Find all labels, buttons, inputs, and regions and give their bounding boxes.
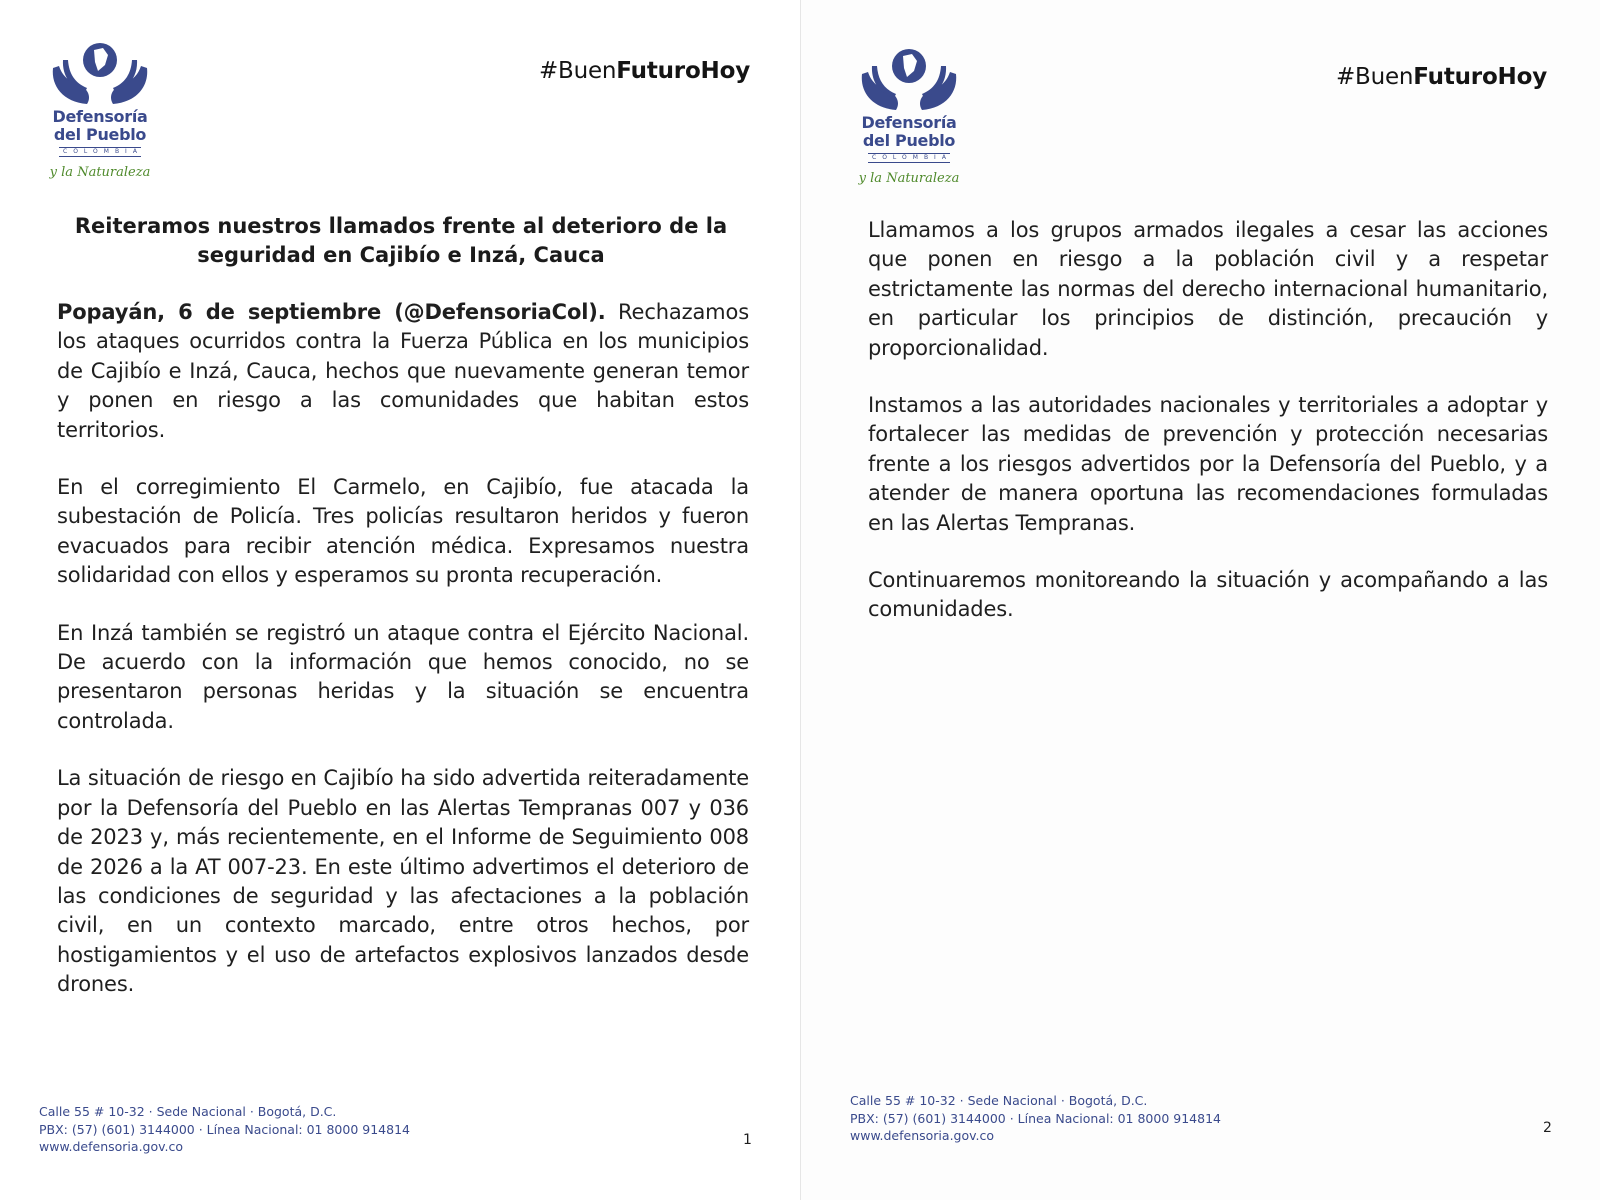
footer-website[interactable]: www.defensoria.gov.co xyxy=(850,1128,995,1143)
title-line-1: Reiteramos nuestros llamados frente al deterioro de la xyxy=(74,214,728,238)
paragraph-2: En el corregimiento El Carmelo, en Cajibío, fue atacada la subestación de Policía. Tres policías resultaron heridos y fueron evacuados para recibir atención médica. Expresamos nuestra solidaridad con ellos y esperamos su pronta recuperación. xyxy=(57,475,749,588)
paragraph-6: Instamos a las autoridades nacionales y territoriales a adoptar y fortalecer las medidas de prevención y protección necesarias frente a los riesgos advertidos por la Defensoría del Pueblo, y a atender de manera oportuna las recomendaciones formuladas en las Alertas Tempranas. xyxy=(868,393,1548,535)
brand-name-line1: Defensoría xyxy=(861,113,957,132)
page2-body xyxy=(868,216,1548,653)
page-number-1: 1 xyxy=(743,1132,752,1148)
hands-globe-icon xyxy=(854,44,964,114)
hashtag-prefix: #Buen xyxy=(1335,64,1414,90)
paragraph-4: La situación de riesgo en Cajibío ha sido advertida reiteradamente por la Defensoría del Pueblo en las Alertas Tempranas 007 y 036 de 2023 y, más recientemente, en el Informe de Seguimiento 008 de 2026 a la AT 007-23. En este último advertimos el deterioro de las condiciones de seguridad y las afectaciones a la población civil, en un contexto marcado, entre otros hechos, por hostigamientos y el uso de artefactos explosivos lanzados desde drones. xyxy=(57,766,749,997)
defensoria-logo xyxy=(854,44,964,186)
page1-footer xyxy=(39,1103,410,1156)
brand-country: COLOMBIA xyxy=(868,153,950,163)
brand-name-line2: del Pueblo xyxy=(862,131,956,150)
footer-website[interactable]: www.defensoria.gov.co xyxy=(39,1139,184,1154)
page-title xyxy=(56,212,746,270)
footer-phone: PBX: (57) (601) 3144000 · Línea Nacional: 01 8000 914814 xyxy=(39,1121,410,1137)
page-number-2: 2 xyxy=(1543,1120,1552,1136)
title-line-2: seguridad en Cajibío e Inzá, Cauca xyxy=(197,243,605,267)
defensoria-logo xyxy=(45,38,155,180)
page2-footer xyxy=(850,1092,1221,1145)
brand-name-line1: Defensoría xyxy=(52,107,148,126)
footer-phone: PBX: (57) (601) 3144000 · Línea Nacional: 01 8000 914814 xyxy=(850,1110,1221,1126)
hashtag-suffix: FuturoHoy xyxy=(616,58,750,84)
paragraph-1 xyxy=(57,298,749,445)
brand-tagline: y la Naturaleza xyxy=(858,171,960,186)
paragraph-5: Llamamos a los grupos armados ilegales a cesar las acciones que ponen en riesgo a la población civil y a respetar estrictamente las normas del derecho internacional humanitario, en particular los principios de distinción, precaución y proporcionalidad. xyxy=(868,218,1548,360)
brand-name-line2: del Pueblo xyxy=(53,125,147,144)
campaign-hashtag xyxy=(539,58,750,84)
dateline: Popayán, 6 de septiembre (@DefensoriaCol). xyxy=(57,300,606,324)
footer-address: Calle 55 # 10-32 · Sede Nacional · Bogotá, D.C. xyxy=(850,1093,1148,1108)
paragraph-3: En Inzá también se registró un ataque contra el Ejército Nacional. De acuerdo con la información que hemos conocido, no se presentaron personas heridas y la situación se encuentra controlada. xyxy=(57,620,749,733)
paragraph-7: Continuaremos monitoreando la situación y acompañando a las comunidades. xyxy=(868,568,1548,622)
hashtag-suffix: FuturoHoy xyxy=(1413,64,1547,90)
brand-tagline: y la Naturaleza xyxy=(49,165,151,180)
paragraph-1-text: Rechazamos los ataques ocurridos contra la Fuerza Pública en los municipios de Cajibío e Inzá, Cauca, hechos que nuevamente generan temor y ponen en riesgo a las comunidades que habitan estos territorios. xyxy=(57,300,749,442)
footer-address: Calle 55 # 10-32 · Sede Nacional · Bogotá, D.C. xyxy=(39,1104,337,1119)
document-page-2 xyxy=(800,0,1600,1200)
hands-globe-icon xyxy=(45,38,155,108)
campaign-hashtag xyxy=(1336,64,1547,90)
page1-body xyxy=(57,298,749,1028)
brand-country: COLOMBIA xyxy=(59,147,141,157)
hashtag-prefix: #Buen xyxy=(538,58,617,84)
